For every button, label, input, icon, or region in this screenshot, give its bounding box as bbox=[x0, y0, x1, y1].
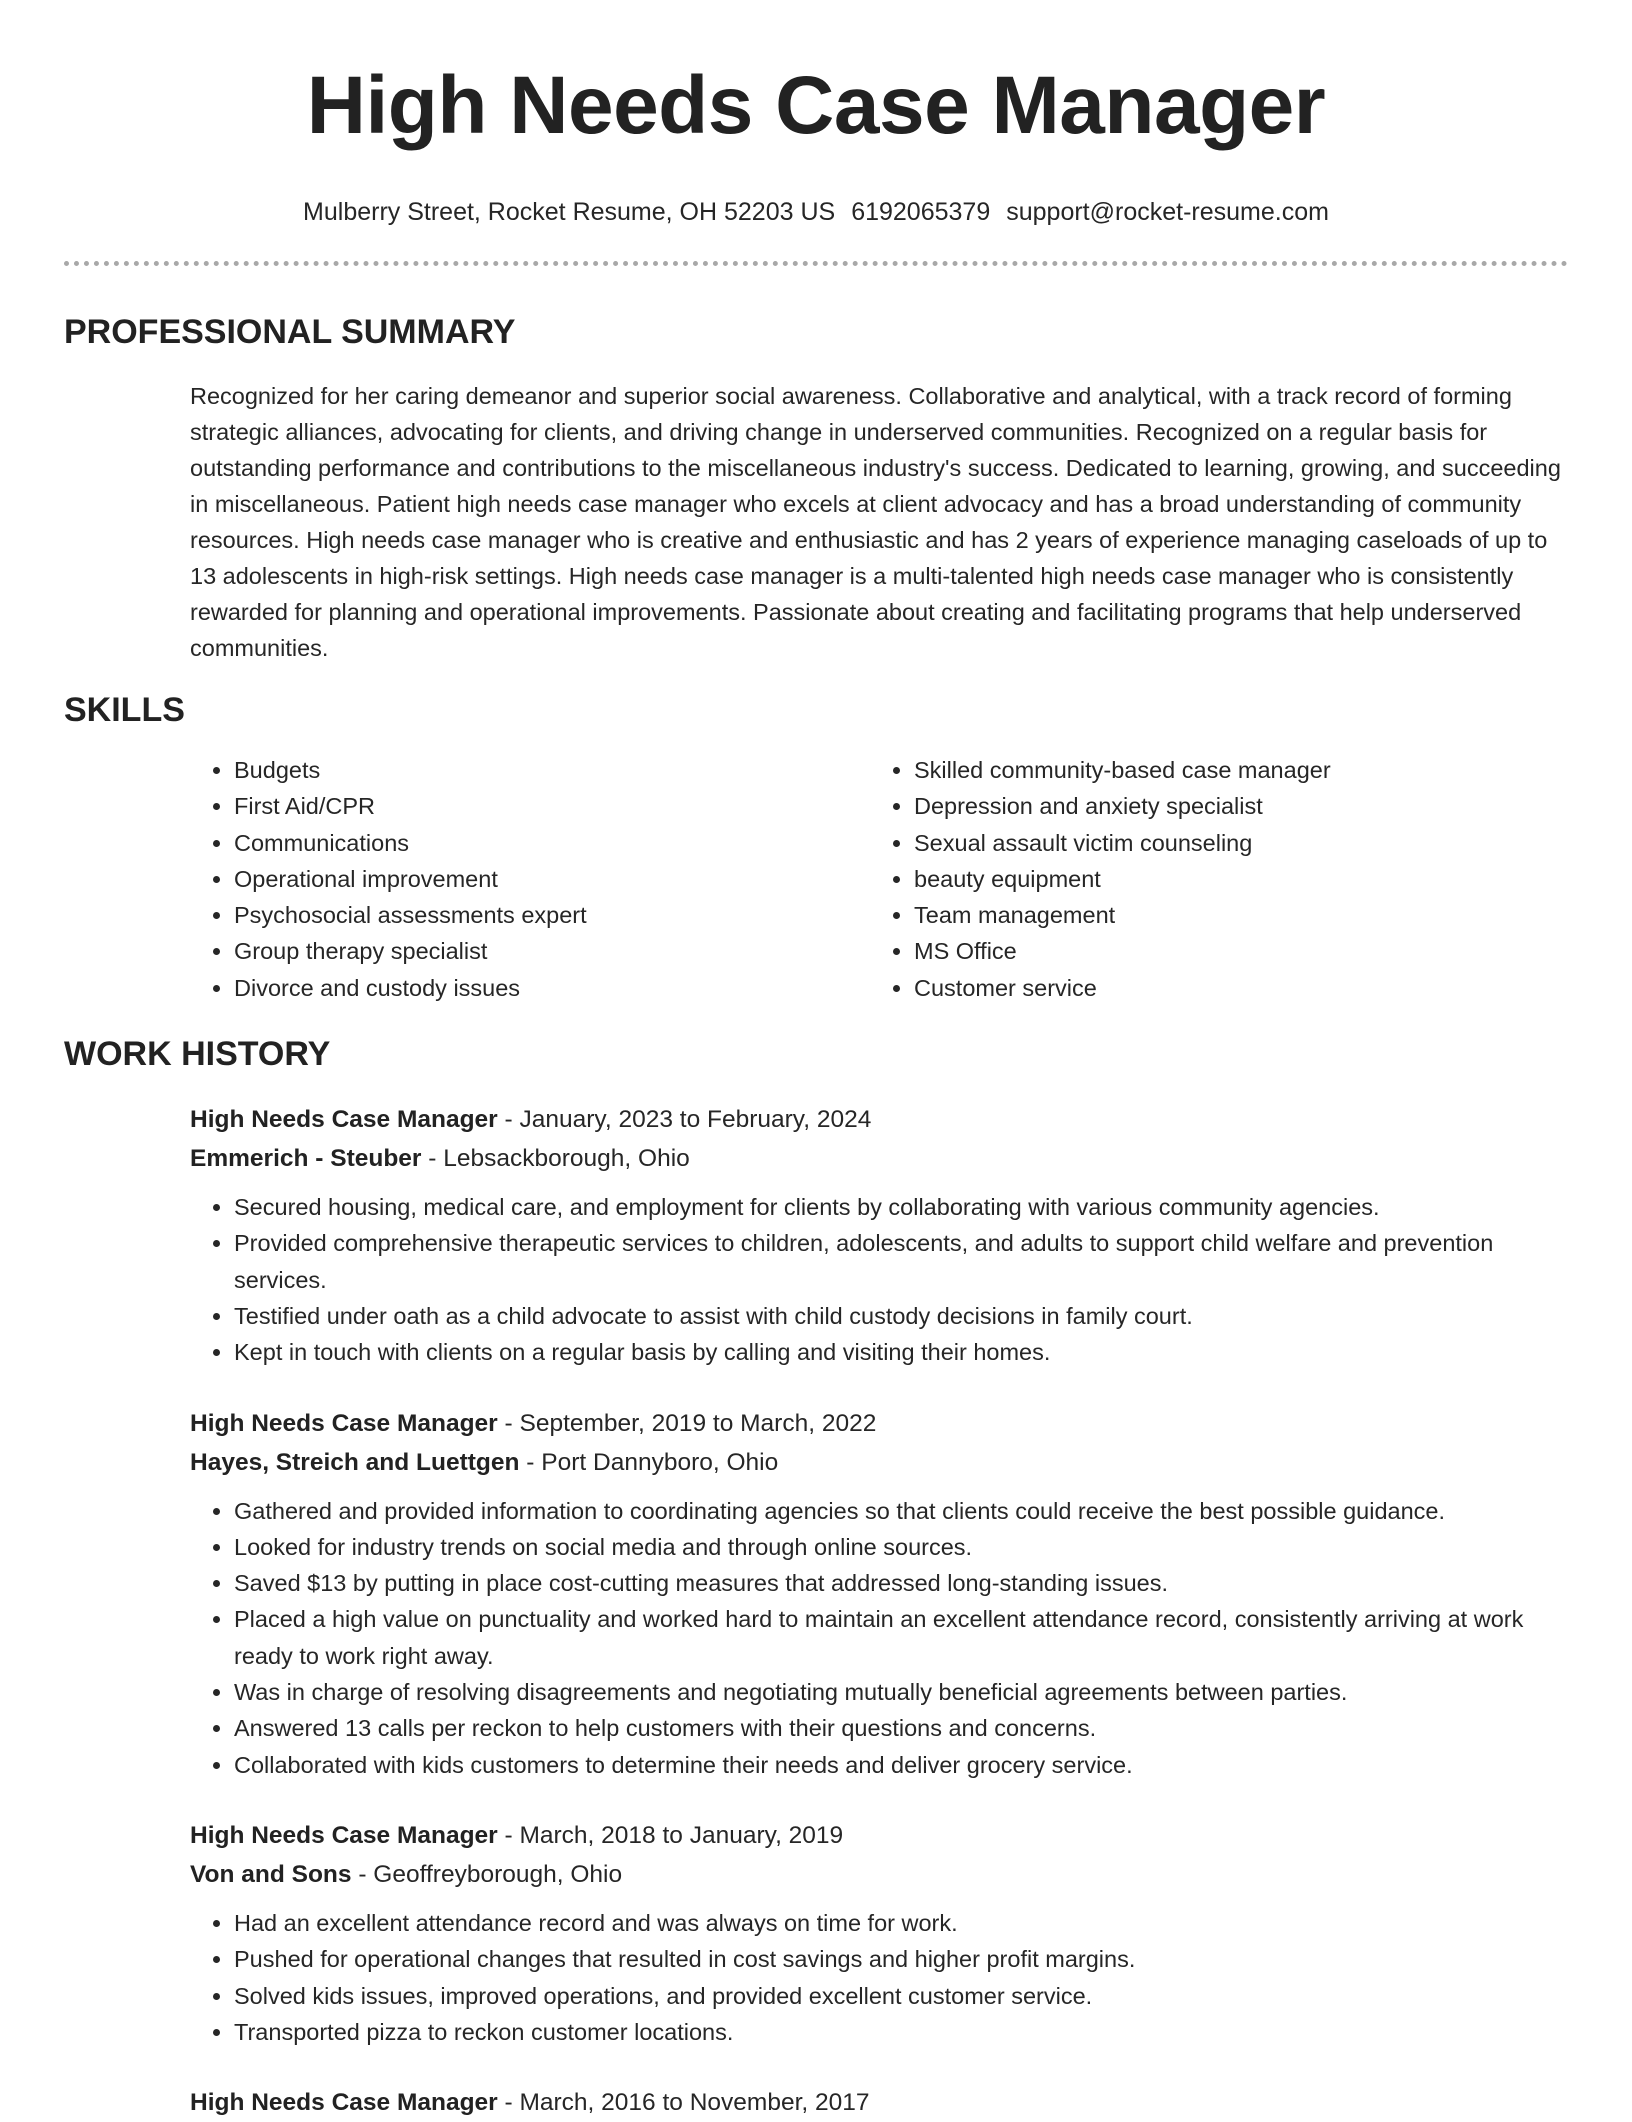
job-title: High Needs Case Manager bbox=[190, 1409, 498, 1437]
job-bullets bbox=[190, 1189, 1568, 1370]
skill-item: • Skilled community-based case manager bbox=[914, 752, 1568, 788]
skill-item: • Team management bbox=[914, 897, 1568, 933]
job-title-line bbox=[190, 2083, 1568, 2122]
skills-column-2 bbox=[870, 752, 1568, 1006]
skills-list bbox=[64, 752, 1568, 1006]
job-title-line bbox=[190, 1100, 1568, 1139]
job-bullet: • Had an excellent attendance record and was always on time for work. bbox=[234, 1905, 1568, 1941]
skill-item: • Budgets bbox=[234, 752, 870, 788]
job-bullet: • Secured housing, medical care, and employment for clients by collaborating with various community agencies. bbox=[234, 1189, 1568, 1225]
skill-item: • MS Office bbox=[914, 933, 1568, 969]
skill-item: • Operational improvement bbox=[234, 861, 870, 897]
job-entry bbox=[64, 1100, 1568, 1370]
job-bullet: • Gathered and provided information to coordinating agencies so that clients could receive the best possible guidance. bbox=[234, 1493, 1568, 1529]
contact-phone: 6192065379 bbox=[851, 198, 991, 226]
job-bullets bbox=[190, 1493, 1568, 1783]
job-entry bbox=[64, 2083, 1568, 2122]
skill-item: • Group therapy specialist bbox=[234, 933, 870, 969]
job-dates: - March, 2016 to November, 2017 bbox=[497, 2089, 870, 2117]
job-dates: - September, 2019 to March, 2022 bbox=[497, 1409, 877, 1437]
job-title-line bbox=[190, 1816, 1568, 1855]
skill-item: • First Aid/CPR bbox=[234, 788, 870, 824]
job-title: High Needs Case Manager bbox=[190, 1106, 498, 1134]
job-company-line bbox=[190, 1139, 1568, 1178]
job-company: Von and Sons bbox=[190, 1860, 352, 1888]
job-company: Emmerich - Steuber bbox=[190, 1145, 422, 1173]
job-title: High Needs Case Manager bbox=[190, 2089, 498, 2117]
section-heading-skills: SKILLS bbox=[64, 691, 185, 729]
job-bullet: • Transported pizza to reckon customer locations. bbox=[234, 2014, 1568, 2050]
job-bullet: • Pushed for operational changes that resulted in cost savings and higher profit margins. bbox=[234, 1941, 1568, 1977]
skill-item: • Sexual assault victim counseling bbox=[914, 825, 1568, 861]
job-dates: - March, 2018 to January, 2019 bbox=[497, 1821, 844, 1849]
contact-line bbox=[64, 196, 1568, 228]
job-location: - Port Dannyboro, Ohio bbox=[519, 1448, 779, 1476]
summary-text: Recognized for her caring demeanor and superior social awareness. Collaborative and analytical, with a track record of forming strategic alliances, advocating for clients, and driving change in underserved communities. Recognized on a regular basis for outstanding performance and contributions to the miscellaneous industry's success. Dedicated to learning, growing, and succeeding in miscellaneous. Patient high needs case manager who excels at client advocacy and has a broad understanding of community resources. High needs case manager who is creative and enthusiastic and has 2 years of experience managing caseloads of up to 13 adolescents in high-risk settings. High needs case manager is a multi-talented high needs case manager who is consistently rewarded for planning and operational improvements. Passionate about creating and facilitating programs that help underserved communities. bbox=[190, 383, 1561, 661]
header-divider bbox=[64, 261, 1568, 266]
job-bullets bbox=[190, 1905, 1568, 2050]
contact-email: support@rocket-resume.com bbox=[1006, 198, 1329, 226]
job-bullet: • Looked for industry trends on social media and through online sources. bbox=[234, 1529, 1568, 1565]
job-dates: - January, 2023 to February, 2024 bbox=[497, 1106, 872, 1134]
skill-item: • beauty equipment bbox=[914, 861, 1568, 897]
job-bullet: • Saved $13 by putting in place cost-cutting measures that addressed long-standing issues. bbox=[234, 1565, 1568, 1601]
job-title-line bbox=[190, 1404, 1568, 1443]
job-bullet: • Testified under oath as a child advocate to assist with child custody decisions in family court. bbox=[234, 1298, 1568, 1334]
job-company: Hayes, Streich and Luettgen bbox=[190, 1448, 520, 1476]
contact-address: Mulberry Street, Rocket Resume, OH 52203 US bbox=[303, 198, 836, 226]
job-bullet: • Kept in touch with clients on a regular basis by calling and visiting their homes. bbox=[234, 1334, 1568, 1370]
job-bullet: • Solved kids issues, improved operations, and provided excellent customer service. bbox=[234, 1978, 1568, 2014]
skill-item: • Depression and anxiety specialist bbox=[914, 788, 1568, 824]
skills-column-1 bbox=[190, 752, 870, 1006]
job-location: - Lebsackborough, Ohio bbox=[421, 1145, 690, 1173]
job-bullet: • Placed a high value on punctuality and worked hard to maintain an excellent attendance record, consistently arriving at work ready to work right away. bbox=[234, 1601, 1568, 1674]
section-heading-work-history: WORK HISTORY bbox=[64, 1035, 331, 1074]
job-entry bbox=[64, 1404, 1568, 1783]
skill-item: • Communications bbox=[234, 825, 870, 861]
job-entry bbox=[64, 1816, 1568, 2050]
resume-name-title: High Needs Case Manager bbox=[306, 60, 1326, 151]
skill-item: • Customer service bbox=[914, 970, 1568, 1006]
job-location: - Geoffreyborough, Ohio bbox=[351, 1860, 623, 1888]
job-bullet: • Was in charge of resolving disagreements and negotiating mutually beneficial agreements between parties. bbox=[234, 1674, 1568, 1710]
job-bullet: • Collaborated with kids customers to determine their needs and deliver grocery service. bbox=[234, 1747, 1568, 1783]
skill-item: • Divorce and custody issues bbox=[234, 970, 870, 1006]
job-company-line bbox=[190, 1443, 1568, 1482]
section-heading-summary: PROFESSIONAL SUMMARY bbox=[64, 313, 516, 351]
job-bullet: • Answered 13 calls per reckon to help customers with their questions and concerns. bbox=[234, 1710, 1568, 1746]
job-bullet: • Provided comprehensive therapeutic services to children, adolescents, and adults to support child welfare and prevention services. bbox=[234, 1225, 1568, 1298]
job-company-line bbox=[190, 1855, 1568, 1894]
skill-item: • Psychosocial assessments expert bbox=[234, 897, 870, 933]
job-title: High Needs Case Manager bbox=[190, 1821, 498, 1849]
